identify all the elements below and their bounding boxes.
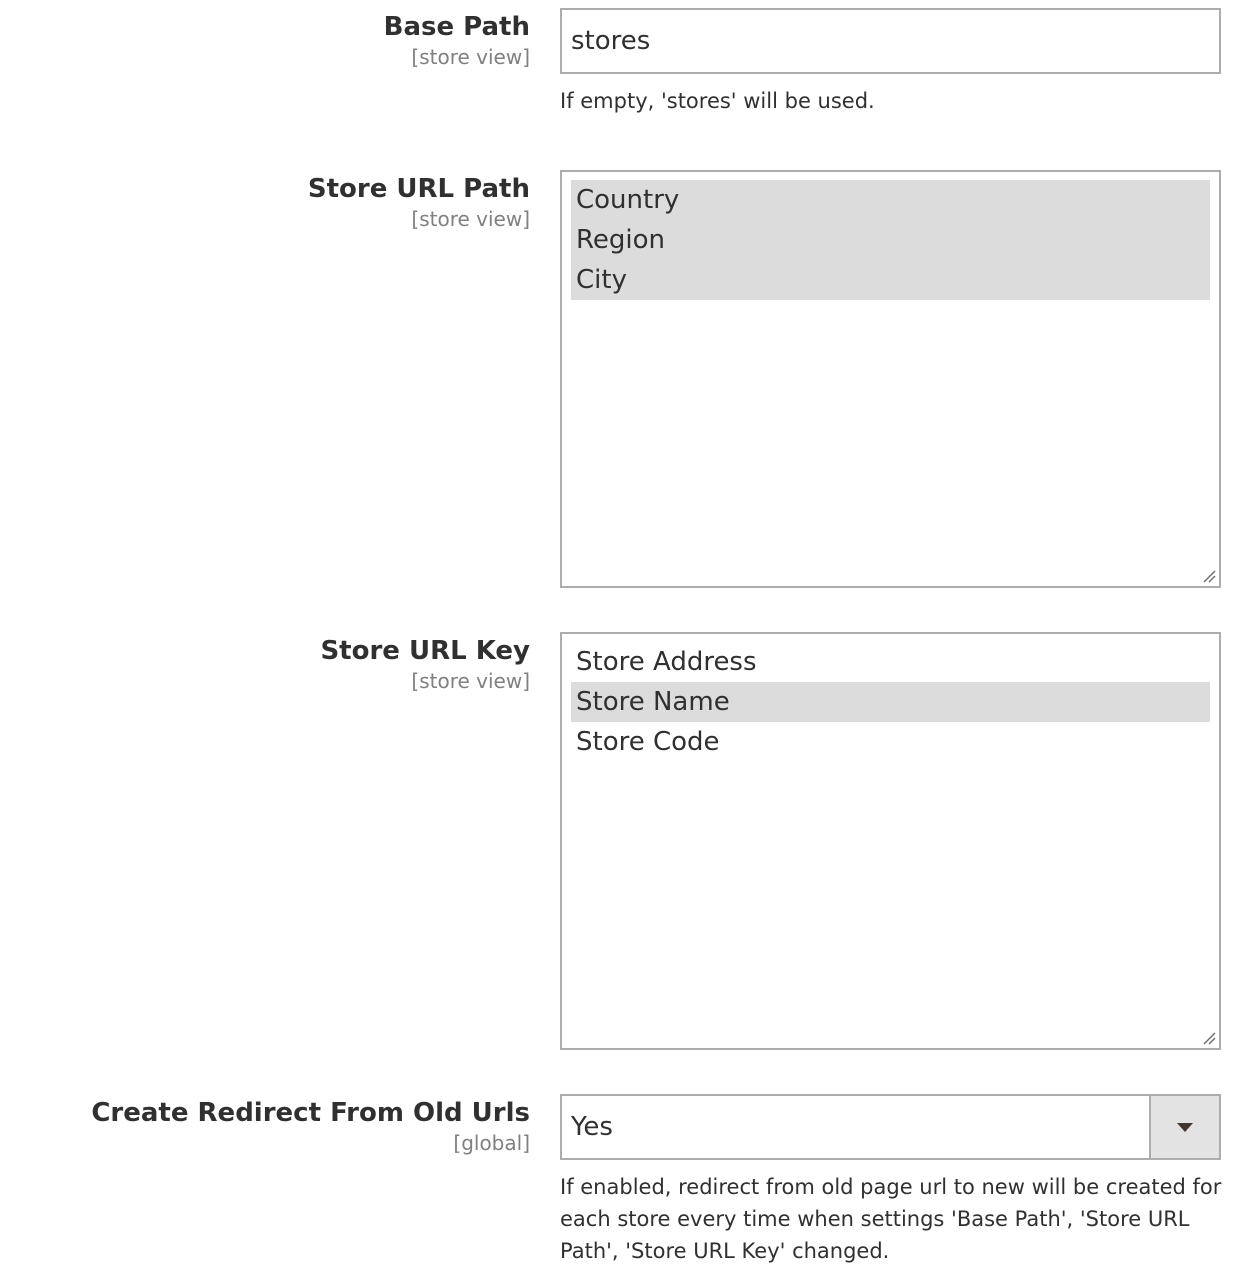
create-redirect-label: Create Redirect From Old Urls [91, 1098, 530, 1128]
option-store-address[interactable]: Store Address [576, 647, 757, 677]
base-path-input[interactable] [560, 8, 1221, 74]
resize-handle-icon[interactable] [1202, 1031, 1216, 1045]
create-redirect-scope: [global] [453, 1131, 530, 1155]
store-url-key-label-group [320, 634, 530, 694]
store-url-path-label: Store URL Path [307, 174, 530, 204]
base-path-note: If empty, 'stores' will be used. [560, 89, 875, 113]
option-region[interactable]: Region [571, 220, 1210, 260]
base-path-scope: [store view] [411, 45, 530, 69]
option-country[interactable]: Country [571, 180, 1210, 220]
option-store-name[interactable]: Store Name [571, 682, 1210, 722]
base-path-label-group [384, 10, 530, 70]
store-url-key-multiselect[interactable] [560, 632, 1221, 1050]
create-redirect-note: If enabled, redirect from old page url to new will be created for each store every time when settings 'Base Path', 'Store URL Path', 'Store URL Key' changed. [560, 1175, 1222, 1263]
option-city[interactable]: City [571, 260, 1210, 300]
base-path-label: Base Path [383, 12, 530, 42]
store-url-path-label-group [308, 172, 530, 232]
create-redirect-value: Yes [571, 1112, 613, 1142]
store-url-path-scope: [store view] [411, 207, 530, 231]
chevron-down-icon [1177, 1123, 1193, 1132]
store-url-key-label: Store URL Key [320, 636, 530, 666]
create-redirect-select[interactable] [560, 1094, 1221, 1160]
store-url-path-multiselect[interactable] [560, 170, 1221, 588]
resize-handle-icon[interactable] [1202, 569, 1216, 583]
dropdown-toggle[interactable] [1149, 1096, 1219, 1158]
store-url-key-scope: [store view] [411, 669, 530, 693]
option-store-code[interactable]: Store Code [576, 727, 720, 757]
create-redirect-label-group [91, 1096, 530, 1156]
